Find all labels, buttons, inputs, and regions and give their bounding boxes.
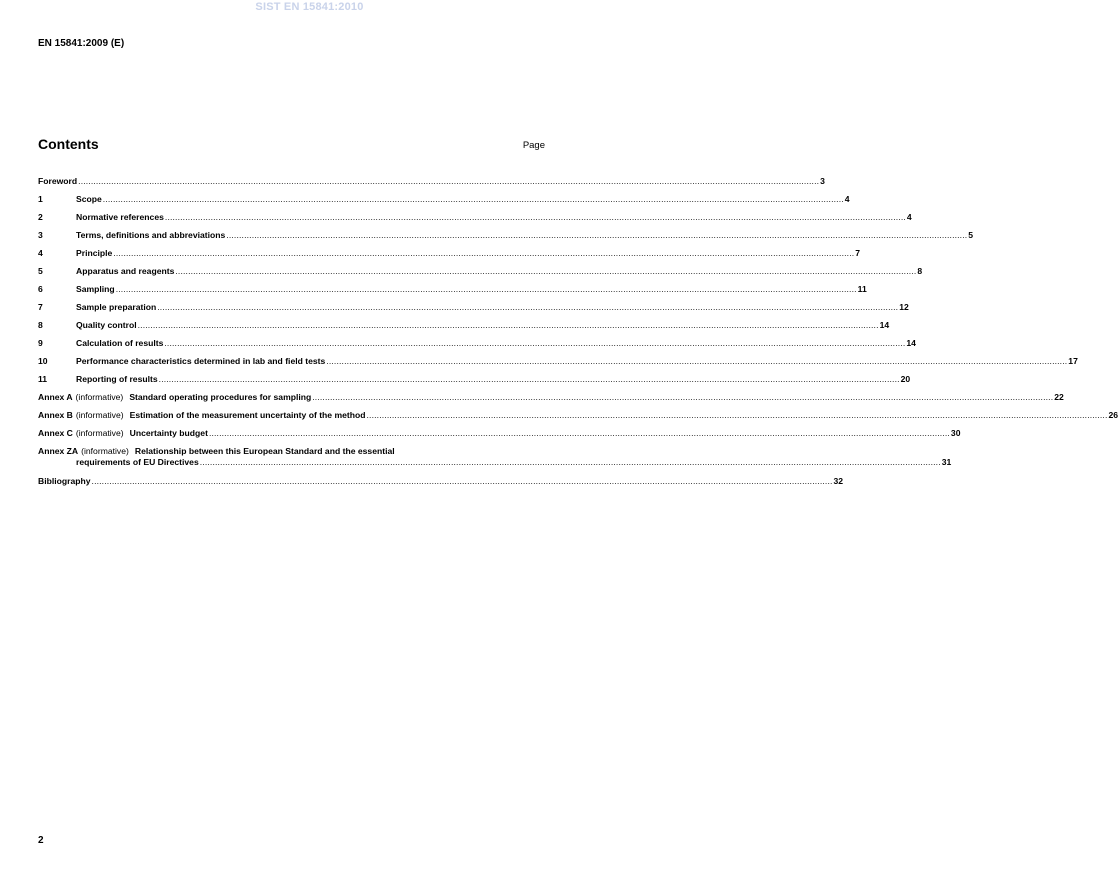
toc-entry-number: 2 — [38, 212, 43, 222]
toc-entry-page: 14 — [879, 320, 890, 330]
toc-entry-text: Performance characteristics determined in lab and field tests — [76, 356, 326, 366]
watermark: SIST EN 15841:2010 — [255, 1, 364, 13]
toc-entry-page: 32 — [833, 476, 844, 486]
toc-entry-annex-c[interactable] — [38, 428, 961, 446]
toc-entry-number: 1 — [38, 194, 43, 204]
toc-entry-scope[interactable] — [38, 194, 850, 212]
toc-entry-text: Apparatus and reagents — [76, 266, 175, 276]
toc-entry-annex-a[interactable] — [38, 392, 1064, 410]
toc-entry-text: Bibliography — [38, 476, 91, 486]
toc-leader-dots — [103, 194, 844, 205]
toc-leader-dots — [116, 284, 857, 295]
annex-title: Standard operating procedures for sampling — [129, 392, 312, 402]
toc-entry-text: Scope — [76, 194, 102, 204]
toc-entry-text: Foreword — [38, 176, 78, 186]
annex-title: Estimation of the measurement uncertainty of the method — [129, 410, 366, 420]
toc-leader-dots — [312, 392, 1053, 403]
toc-leader-dots — [367, 410, 1108, 421]
toc-entry-number: 8 — [38, 320, 43, 330]
table-of-contents — [38, 176, 1118, 494]
toc-entry-calculation[interactable] — [38, 338, 916, 356]
toc-entry-reporting[interactable] — [38, 374, 911, 392]
toc-entry-number: 3 — [38, 230, 43, 240]
toc-entry-page: 11 — [857, 284, 867, 294]
toc-entry-normative-references[interactable] — [38, 212, 912, 230]
toc-entry-bibliography[interactable] — [38, 476, 844, 494]
toc-leader-dots — [226, 230, 967, 241]
toc-entry-page: 5 — [968, 230, 974, 240]
toc-entry-sample-preparation[interactable] — [38, 302, 909, 320]
toc-entry-page: 14 — [906, 338, 916, 348]
toc-entry-page: 17 — [1068, 356, 1078, 366]
toc-entry-text: Sampling — [76, 284, 115, 294]
toc-entry-text: Calculation of results — [76, 338, 164, 348]
toc-entry-apparatus[interactable] — [38, 266, 923, 284]
annex-title-line2: requirements of EU Directives — [76, 457, 199, 467]
annex-type: (informative) — [75, 410, 124, 420]
toc-entry-page: 26 — [1108, 410, 1118, 420]
toc-leader-dots — [200, 457, 941, 468]
toc-entry-text: Terms, definitions and abbreviations — [76, 230, 226, 240]
toc-entry-page: 30 — [950, 428, 961, 438]
annex-title: Uncertainty budget — [129, 428, 208, 438]
toc-entry-page: 12 — [899, 302, 909, 312]
toc-entry-page: 20 — [900, 374, 911, 384]
toc-entry-text: Reporting of results — [76, 374, 158, 384]
toc-entry-page: 7 — [855, 248, 861, 258]
annex-name: Annex A — [38, 392, 73, 402]
toc-entry-number: 11 — [38, 374, 48, 384]
toc-entry-quality-control[interactable] — [38, 320, 890, 338]
toc-entry-terms[interactable] — [38, 230, 974, 248]
annex-name: Annex C — [38, 428, 73, 438]
toc-leader-dots — [157, 302, 898, 313]
toc-entry-annex-b[interactable] — [38, 410, 1118, 428]
annex-type: (informative) — [75, 428, 124, 438]
toc-entry-annex-za[interactable] — [38, 446, 952, 476]
toc-leader-dots — [113, 248, 854, 259]
toc-leader-dots — [159, 374, 900, 385]
toc-entry-number: 7 — [38, 302, 43, 312]
toc-entry-number: 9 — [38, 338, 43, 348]
toc-leader-dots — [138, 320, 879, 331]
toc-entry-page: 4 — [844, 194, 850, 204]
toc-leader-dots — [326, 356, 1067, 367]
toc-entry-principle[interactable] — [38, 248, 861, 266]
toc-entry-foreword[interactable] — [38, 176, 825, 194]
toc-leader-dots — [175, 266, 916, 277]
annex-type: (informative) — [75, 392, 124, 402]
toc-leader-dots — [78, 176, 819, 187]
toc-entry-performance[interactable] — [38, 356, 1078, 374]
toc-entry-number: 10 — [38, 356, 48, 366]
toc-entry-number: 5 — [38, 266, 43, 276]
toc-leader-dots — [209, 428, 950, 439]
annex-title-line1: Relationship between this European Standard and the essential — [134, 446, 395, 456]
toc-leader-dots — [92, 476, 833, 487]
page-column-label: Page — [522, 140, 545, 151]
toc-entry-text: Quality control — [76, 320, 137, 330]
annex-name: Annex B — [38, 410, 73, 420]
toc-entry-number: 6 — [38, 284, 43, 294]
contents-title: Contents — [38, 136, 99, 152]
toc-entry-page: 4 — [906, 212, 912, 222]
toc-entry-number: 4 — [38, 248, 43, 258]
document-id: EN 15841:2009 (E) — [38, 38, 125, 49]
toc-entry-sampling[interactable] — [38, 284, 867, 302]
toc-entry-page: 3 — [820, 176, 825, 186]
toc-leader-dots — [165, 212, 906, 223]
annex-name: Annex ZA — [38, 446, 79, 456]
toc-entry-page: 22 — [1054, 392, 1064, 402]
toc-entry-text: Normative references — [76, 212, 164, 222]
toc-leader-dots — [164, 338, 905, 349]
toc-entry-text: Principle — [76, 248, 113, 258]
annex-type: (informative) — [81, 446, 129, 456]
page-number: 2 — [38, 835, 44, 846]
toc-entry-page: 31 — [941, 457, 952, 467]
toc-entry-page: 8 — [917, 266, 923, 276]
toc-entry-text: Sample preparation — [76, 302, 157, 312]
